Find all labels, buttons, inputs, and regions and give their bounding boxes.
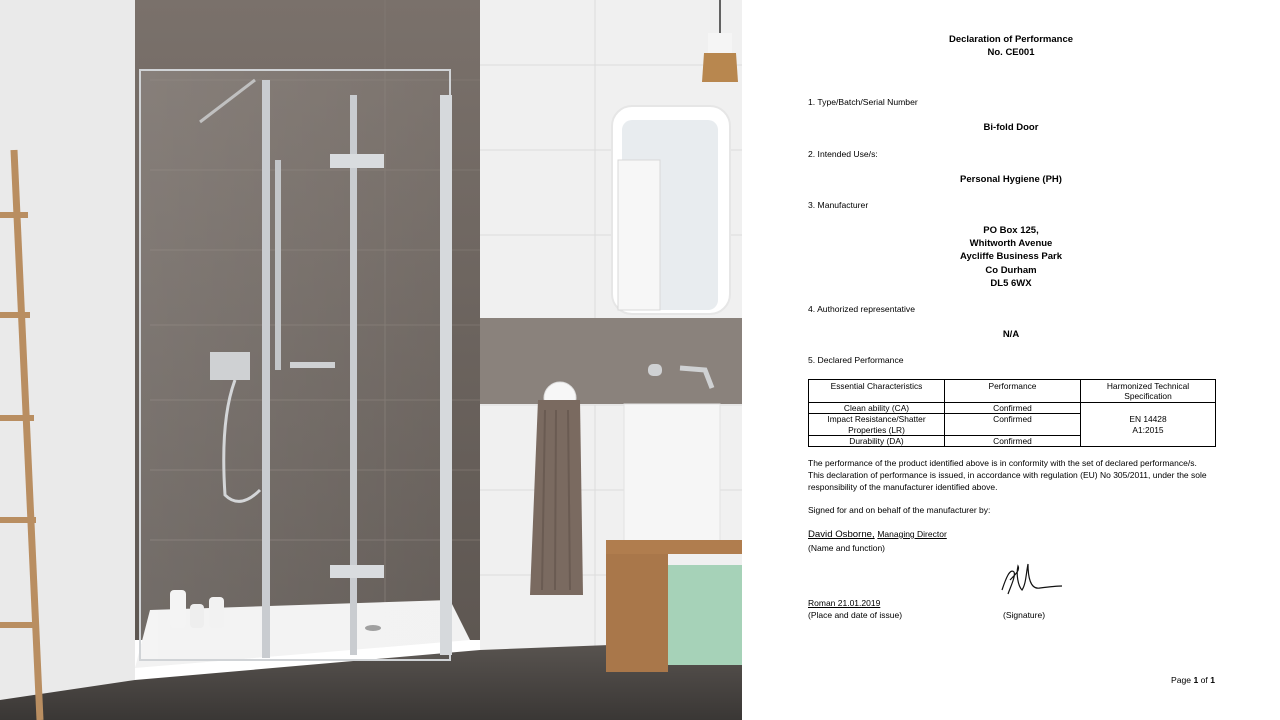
address-line: Whitworth Avenue [969,238,1053,250]
table-header: Performance [945,380,1081,403]
signed-statement: Signed for and on behalf of the manufacturer by: [808,505,991,515]
type-value: Bi-fold Door [983,122,1039,133]
spec-line: EN 14428 [1129,414,1167,425]
declaration-document [742,0,1280,720]
signer [808,529,947,540]
table-header: Essential Characteristics [809,380,945,403]
signer-role: Managing Director [877,529,947,539]
table-row [809,402,1216,413]
address-line: DL5 6WX [990,277,1032,289]
table-cell: Confirmed [945,436,1081,447]
document-title: Declaration of Performance [948,34,1074,45]
name-function-caption: (Name and function) [808,543,886,553]
page-number [1171,675,1215,685]
intended-use-label: 2. Intended Use/s: [808,149,878,159]
table-cell: Confirmed [945,414,1081,436]
place-date: Roman 21.01.2019 [808,598,881,608]
address-line: Aycliffe Business Park [959,251,1063,263]
address-line: PO Box 125, [983,225,1039,236]
table-cell: Confirmed [945,402,1081,413]
representative-label: 4. Authorized representative [808,304,916,314]
spec-cell [1081,402,1216,447]
address-line: Co Durham [985,264,1037,276]
representative-value: N/A [1002,329,1020,340]
signature-image [996,560,1066,602]
page-of: of [1200,675,1208,685]
signer-name: David Osborne, [808,529,875,540]
manufacturer-label: 3. Manufacturer [808,200,869,210]
spec-line: A1:2015 [1132,424,1164,435]
performance-table [808,379,1216,447]
table-header-row [809,380,1216,403]
conformity-statement: The performance of the product identified above is in conformity with the set of declared performance/s. This declaration of performance is issued, in accordance with regulation (EU) No 305/2011, under the sole responsibility of the manufacturer identified above. [808,458,1207,492]
type-label: 1. Type/Batch/Serial Number [808,97,918,107]
table-cell: Impact Resistance/Shatter Properties (LR) [809,414,945,436]
page-prefix: Page [1171,675,1192,685]
manufacturer-address [742,224,1280,290]
page-current: 1 [1193,675,1199,685]
table-cell: Clean ability (CA) [809,402,945,413]
declared-performance-label: 5. Declared Performance [808,355,904,365]
page-total: 1 [1210,675,1215,685]
place-date-caption: (Place and date of issue) [808,610,903,620]
signature-caption: (Signature) [1003,610,1046,620]
table-cell: Durability (DA) [809,436,945,447]
table-header: Harmonized Technical Specification [1081,380,1216,403]
intended-use-value: Personal Hygiene (PH) [960,174,1062,185]
document-number: No. CE001 [987,47,1035,58]
